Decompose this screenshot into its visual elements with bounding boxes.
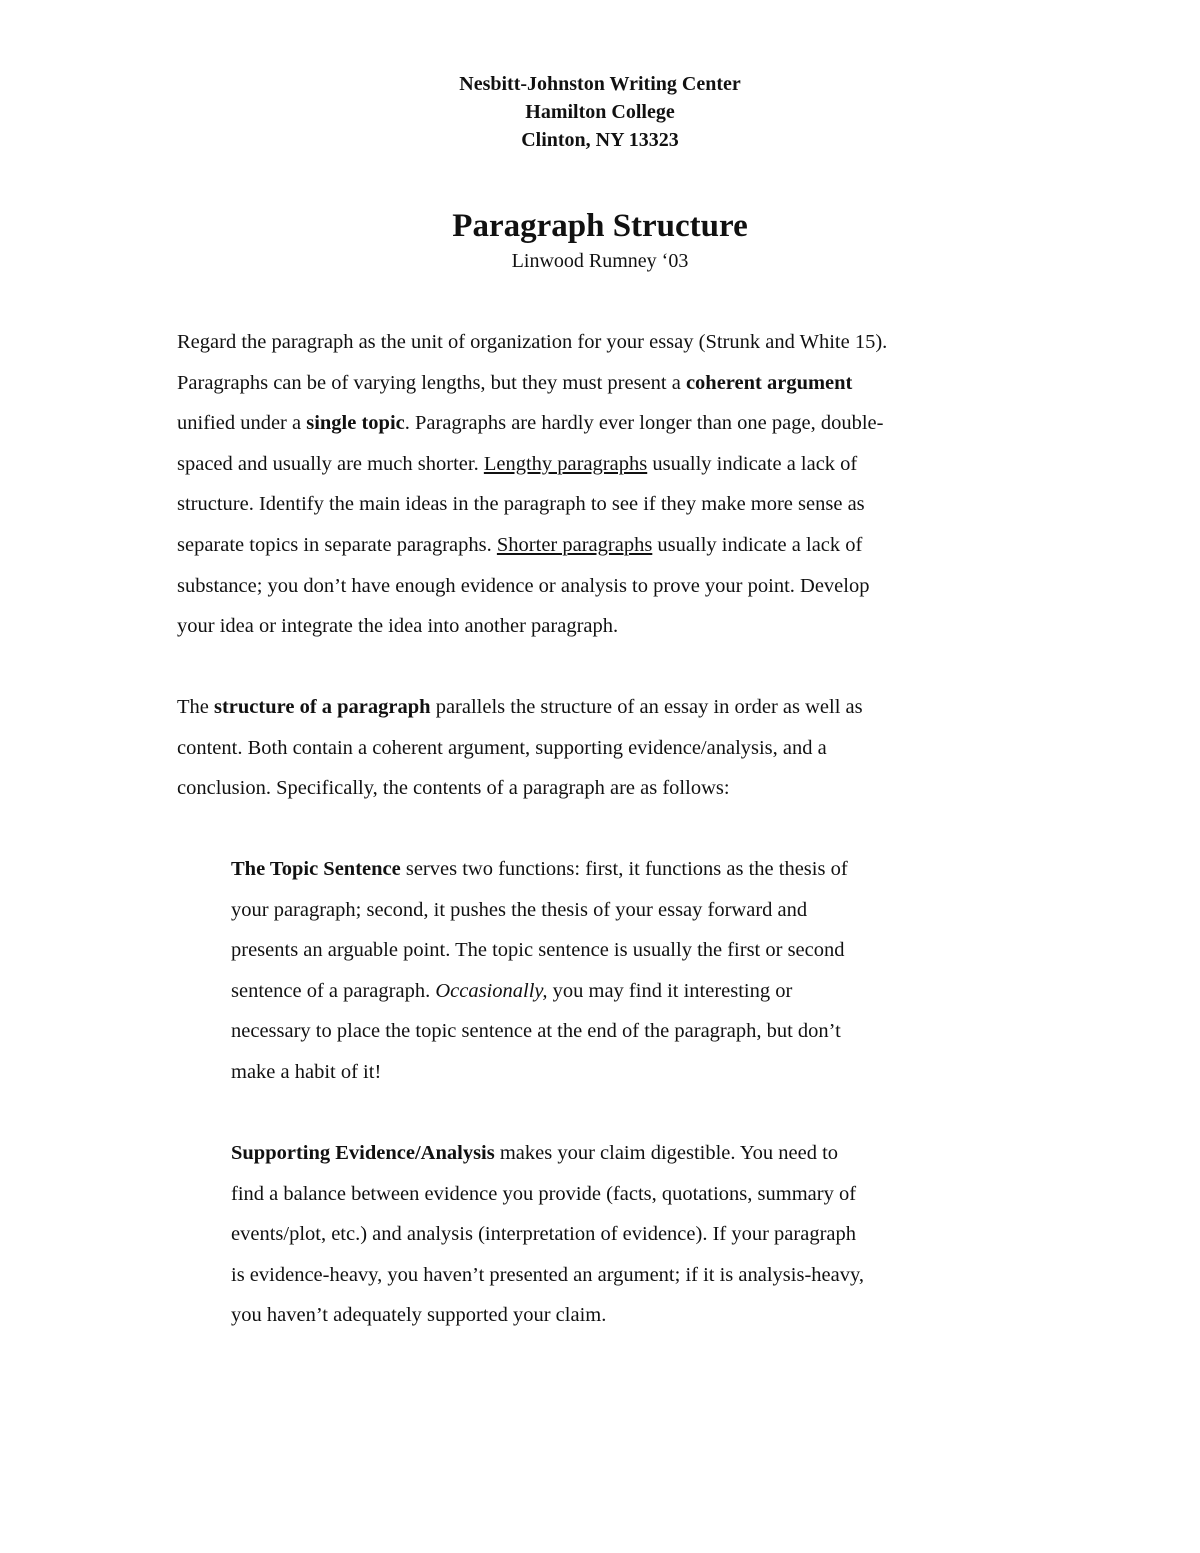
text-line: Regard the paragraph as the unit of organization for your essay (Strunk and White 15). <box>177 331 888 353</box>
underlined-term: Shorter paragraphs <box>496 533 653 556</box>
text-line: find a balance between evidence you provide (facts, quotations, summary of <box>231 1182 857 1205</box>
underlined-term: Lengthy paragraphs <box>483 452 648 475</box>
text-line: unified under a single topic. Paragraphs are hardly ever longer than one page, double- <box>177 412 884 435</box>
text-line: is evidence-heavy, you haven’t presented an argument; if it is analysis-heavy, <box>231 1263 865 1286</box>
text-line: spaced and usually are much shorter. Lengthy paragraphs usually indicate a lack of <box>177 452 858 475</box>
text-line: The structure of a paragraph parallels the structure of an essay in order as well as <box>177 696 863 718</box>
page-title: Paragraph Structure <box>452 208 748 244</box>
text-line: your idea or integrate the idea into another paragraph. <box>177 615 619 638</box>
text-line: structure. Identify the main ideas in the paragraph to see if they make more sense as <box>177 493 865 516</box>
bold-term: Supporting Evidence/Analysis <box>231 1142 495 1164</box>
bold-term: structure of a paragraph <box>214 696 431 718</box>
text-line: conclusion. Specifically, the contents of a paragraph are as follows: <box>177 777 730 800</box>
header-org: Nesbitt-Johnston Writing Center <box>459 73 741 95</box>
bold-term: single topic <box>306 412 405 435</box>
paragraph-evidence-analysis <box>231 1133 981 1336</box>
author-line: Linwood Rumney ‘03 <box>511 250 689 272</box>
italic-term: Occasionally, <box>435 979 548 1002</box>
header-address: Clinton, NY 13323 <box>521 129 679 151</box>
bold-term: The Topic Sentence <box>231 858 401 880</box>
text-line: Supporting Evidence/Analysis makes your claim digestible. You need to <box>231 1142 839 1164</box>
bold-term: coherent argument <box>685 371 853 394</box>
text-line: Paragraphs can be of varying lengths, but they must present a coherent argument <box>177 371 853 394</box>
text-line: The Topic Sentence serves two functions: first, it functions as the thesis of <box>231 858 848 880</box>
text-line: separate topics in separate paragraphs. Shorter paragraphs usually indicate a lack of <box>177 533 863 556</box>
text-line: sentence of a paragraph. Occasionally, you may find it interesting or <box>231 979 793 1002</box>
text-line: your paragraph; second, it pushes the thesis of your essay forward and <box>231 898 808 921</box>
text-line: events/plot, etc.) and analysis (interpretation of evidence). If your paragraph <box>231 1223 856 1246</box>
header-block <box>0 70 1200 154</box>
text-line: substance; you don’t have enough evidence or analysis to prove your point. Develop <box>177 574 870 597</box>
paragraph-structure <box>177 687 1007 809</box>
text-line: content. Both contain a coherent argument, supporting evidence/analysis, and a <box>177 736 827 759</box>
paragraph-topic-sentence <box>231 849 961 1093</box>
text-line: presents an arguable point. The topic sentence is usually the first or second <box>231 939 845 962</box>
paragraph-intro <box>177 322 1007 647</box>
text-line: make a habit of it! <box>231 1060 382 1083</box>
text-line: necessary to place the topic sentence at the end of the paragraph, but don’t <box>231 1020 841 1043</box>
text-line: you haven’t adequately supported your claim. <box>231 1304 607 1327</box>
header-college: Hamilton College <box>525 101 675 123</box>
